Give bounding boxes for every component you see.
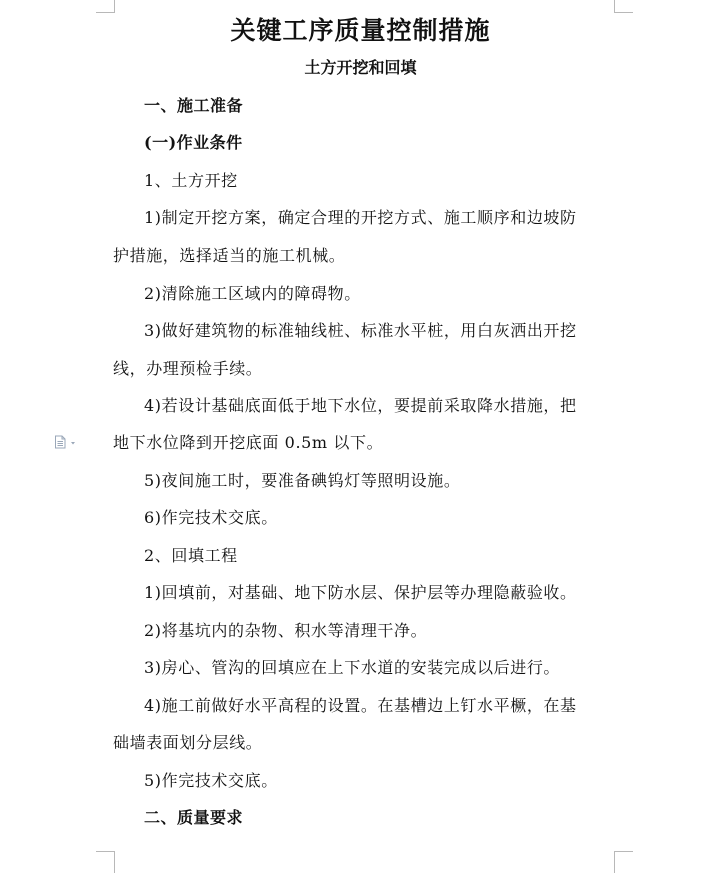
crop-mark-bottom-right [614, 851, 633, 873]
paragraph-line: 5)夜间施工时，要准备碘钨灯等照明设施。 [144, 471, 461, 490]
paragraph-line: 4)若设计基础底面低于地下水位，要提前采取降水措施，把 [144, 396, 577, 415]
paragraph-line: 3)房心、管沟的回填应在上下水道的安装完成以后进行。 [144, 658, 561, 677]
paragraph-line: 1)制定开挖方案，确定合理的开挖方式、施工顺序和边坡防 [144, 208, 577, 227]
paragraph-line: 线，办理预检手续。 [113, 359, 263, 378]
paragraph-line: 3)做好建筑物的标准轴线桩、标准水平桩，用白灰洒出开挖 [144, 321, 577, 340]
subsection-heading: (一)作业条件 [144, 133, 243, 152]
section-heading-1: 一、施工准备 [144, 96, 244, 115]
paragraph-line: 1)回填前，对基础、地下防水层、保护层等办理隐蔽验收。 [144, 583, 577, 602]
paragraph-doc-icon[interactable] [54, 435, 76, 449]
paragraph-line: 2)清除施工区域内的障碍物。 [144, 284, 361, 303]
paragraph-line: 础墙表面划分层线。 [113, 733, 263, 752]
item-heading-backfill: 2、回填工程 [144, 546, 238, 565]
paragraph-line: 6)作完技术交底。 [144, 508, 278, 527]
paragraph-line: 4)施工前做好水平高程的设置。在基槽边上钉水平橛，在基 [144, 696, 577, 715]
crop-mark-top-right [614, 0, 633, 13]
crop-mark-top-left [96, 0, 115, 13]
item-heading-earthwork: 1、土方开挖 [144, 171, 238, 190]
section-heading-2: 二、质量要求 [144, 808, 244, 827]
document-subtitle: 土方开挖和回填 [304, 58, 417, 77]
paragraph-line: 护措施，选择适当的施工机械。 [113, 246, 346, 265]
paragraph-line: 2)将基坑内的杂物、积水等清理干净。 [144, 621, 428, 640]
document-title: 关键工序质量控制措施 [230, 16, 491, 45]
crop-mark-bottom-left [96, 851, 115, 873]
paragraph-line: 5)作完技术交底。 [144, 771, 278, 790]
paragraph-line: 地下水位降到开挖底面 0.5m 以下。 [113, 433, 384, 452]
